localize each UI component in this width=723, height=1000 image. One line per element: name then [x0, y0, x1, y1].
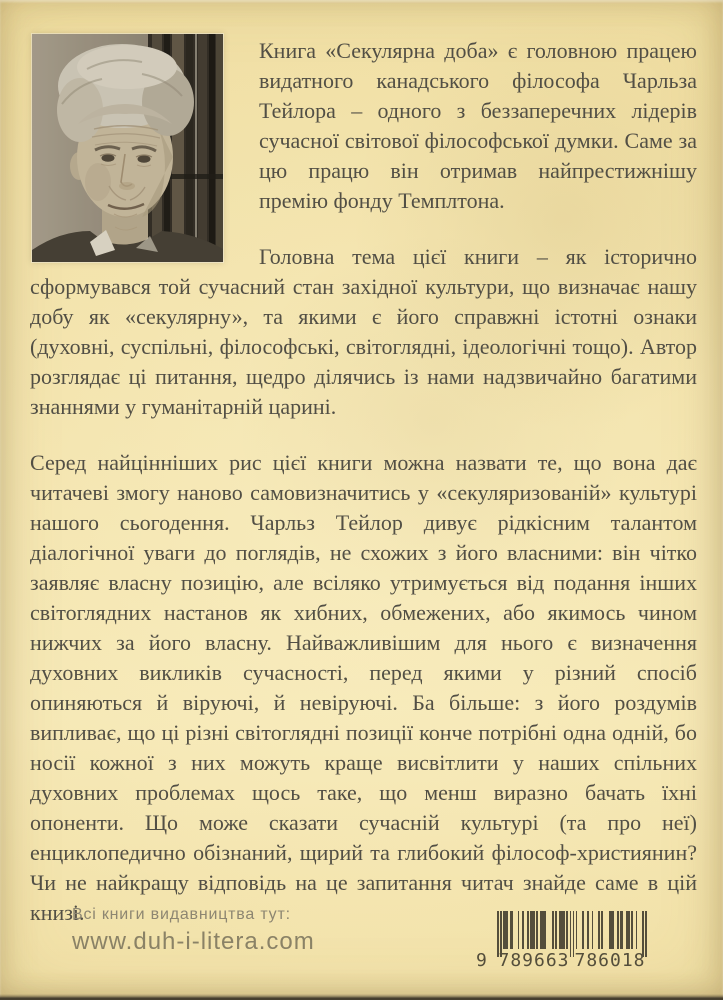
barcode-digit-group-2: 786018	[574, 950, 646, 971]
isbn-barcode	[476, 911, 648, 971]
portrait-illustration	[32, 34, 223, 262]
publisher-website: www.duh-i-litera.com	[72, 928, 315, 955]
barcode-digit-group-1: 789663	[498, 950, 570, 971]
blurb-paragraph-2: Головна тема цієї книги – як історично сформувався той сучасний стан західної культури, що визначає нашу добу як «секулярну», та якими є його справжні істотні ознаки (духовні, суспільні, філософські, світоглядні, ідеологічні тощо). Автор розглядає ці питання, щедро ділячись із нами надзвичайно багатими знаннями у гуманітарній царині.	[30, 244, 697, 419]
barcode-digits	[476, 950, 646, 971]
blurb-paragraph-1: Книга «Секулярна доба» є головною працею видатного канадського філософа Чарльза Тейлора – одного з беззаперечних лідерів сучасної світової філософської думки. Саме за цю працю він отримав найпрестижнішу премію фонду Темплтона.	[259, 38, 697, 213]
author-portrait-photo	[32, 34, 223, 262]
publisher-block	[72, 906, 315, 956]
barcode-digit-lead: 9	[476, 950, 488, 971]
blurb-paragraph-3: Серед найцінніших рис цієї книги можна назвати те, що вона дає читачеві змогу наново самовизначитись у «секуляризованій» культурі нашого сьогодення. Чарльз Тейлор дивує рідкісним талантом діалогічної уваги до поглядів, не схожих з його власними: він чітко заявляє власну позицію, але всіляко утримується від подання інших світоглядних настанов як хибних, обмежених, або якимось чином нижчих за його власну. Найважливішим для нього є визначення духовних викликів сучасності, перед якими у різний спосіб опиняються й віруючі, й невіруючі. Ба більше: з його роздумів випливає, що ці різні світоглядні позиції конче потрібні одна одній, бо носії кожної з них можуть краще висвітлити у наших спільних духовних проблемах щось таке, що менш виразно бачать їхні опоненти. Що може сказати сучасній культурі (та про неї) енциклопедично обізнаний, щирий та глибокий філософ-християнин? Чи не найкращу відповідь на це запитання читач знайде саме в цій книзі.	[30, 450, 697, 925]
cover-bottom-edge	[0, 994, 723, 1000]
publisher-caption: Всі книги видавництва тут:	[72, 906, 291, 923]
